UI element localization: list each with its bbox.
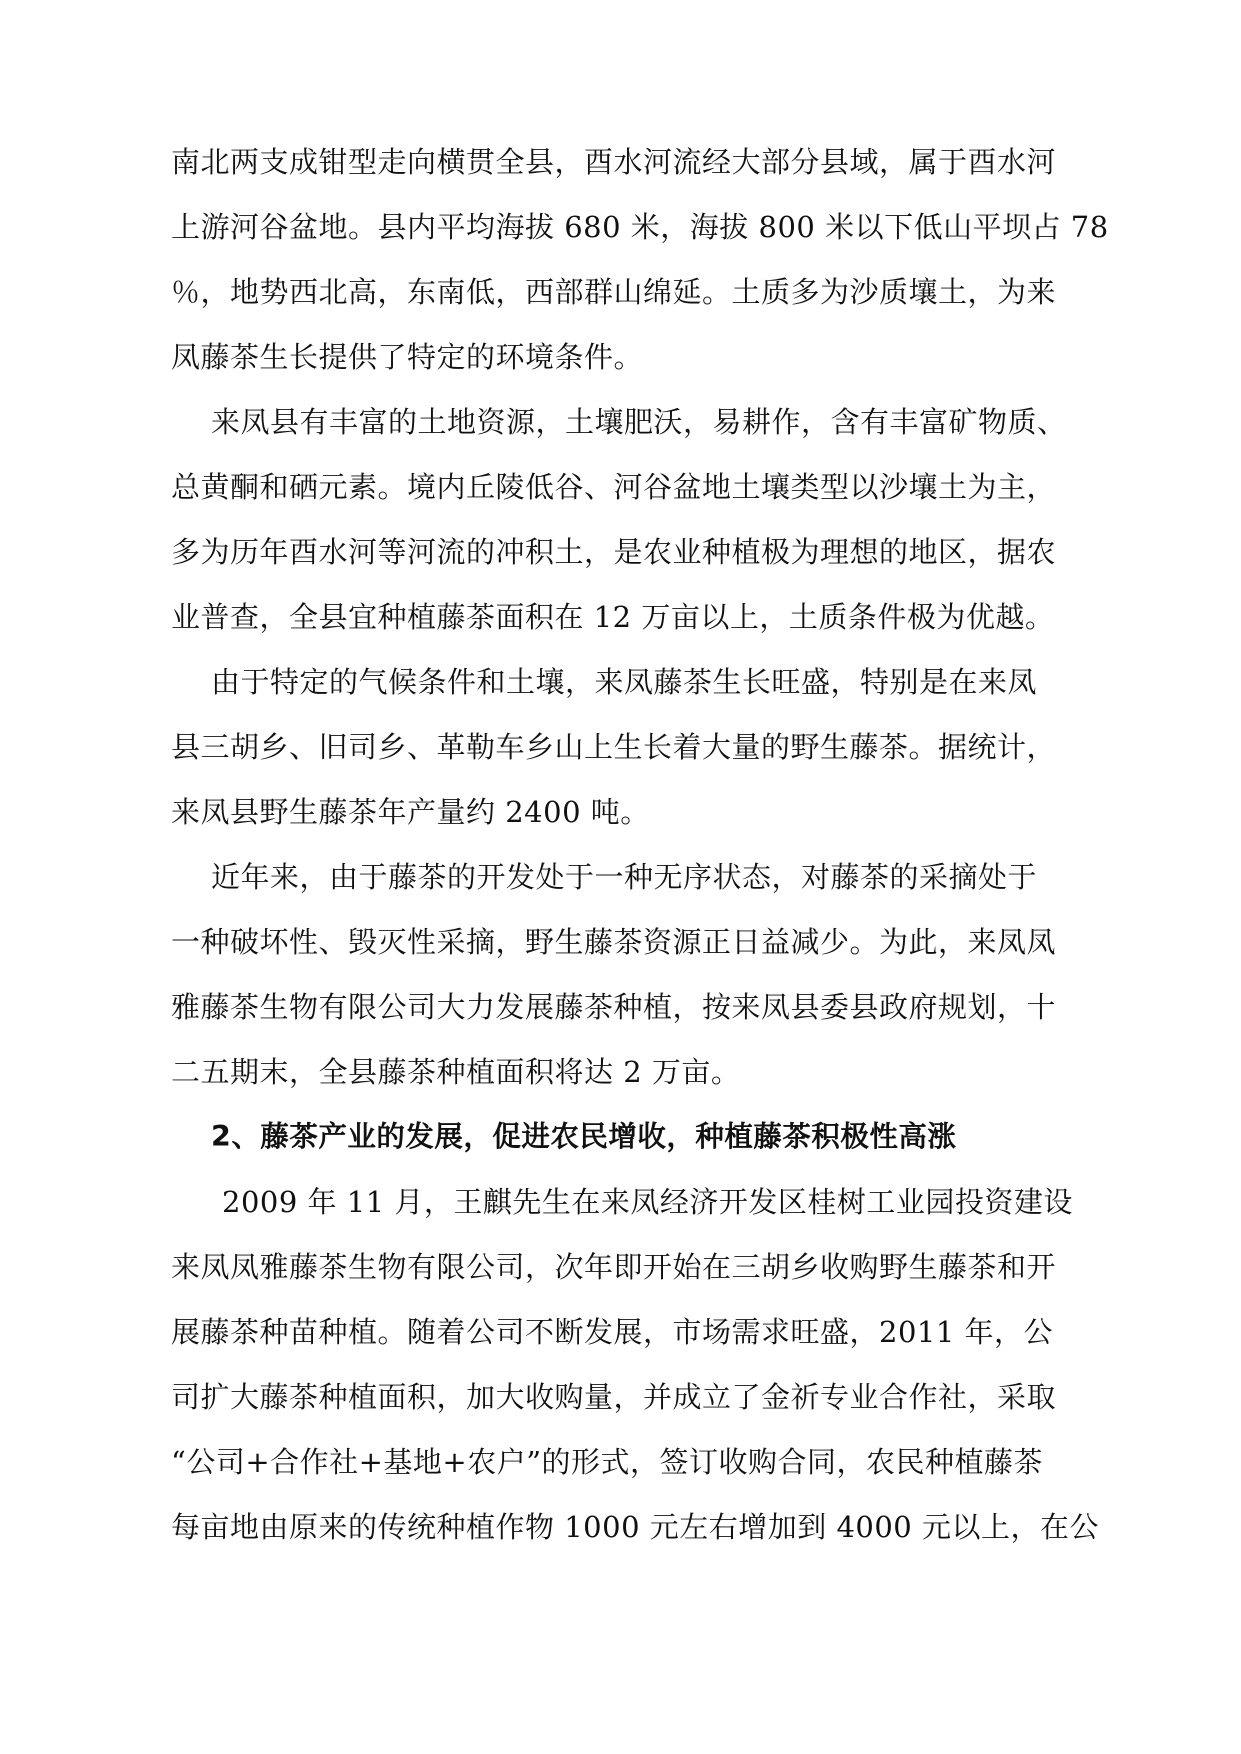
paragraph-1-line-2: 上游河谷盆地。县内平均海拔 680 米，海拔 800 米以下低山平坝占 78 bbox=[171, 210, 1109, 244]
paragraph-1-line-3: ％，地势西北高，东南低，西部群山绵延。土质多为沙质壤土，为来 bbox=[171, 275, 1057, 309]
paragraph-5-line-6: 每亩地由原来的传统种植作物 1000 元左右增加到 4000 元以上，在公 bbox=[171, 1510, 1099, 1544]
paragraph-5-line-4: 司扩大藤茶种植面积，加大收购量，并成立了金祈专业合作社，采取 bbox=[171, 1380, 1057, 1414]
paragraph-5-line-1: 2009 年 11 月，王麒先生在来凤经济开发区桂树工业园投资建设 bbox=[222, 1185, 1073, 1219]
paragraph-3-line-2: 县三胡乡、旧司乡、革勒车乡山上生长着大量的野生藤茶。据统计， bbox=[171, 730, 1057, 764]
paragraph-2-line-1: 来凤县有丰富的土地资源，土壤肥沃，易耕作，含有丰富矿物质、 bbox=[211, 405, 1067, 439]
paragraph-4-line-2: 一种破坏性、毁灭性采摘，野生藤茶资源正日益减少。为此，来凤凤 bbox=[171, 925, 1057, 959]
paragraph-1-line-1: 南北两支成钳型走向横贯全县，酉水河流经大部分县域，属于酉水河 bbox=[171, 145, 1057, 179]
paragraph-5-line-5: “公司+合作社+基地+农户”的形式，签订收购合同，农民种植藤茶 bbox=[171, 1445, 1044, 1479]
paragraph-5-line-3: 展藤茶种苗种植。随着公司不断发展，市场需求旺盛，2011 年，公 bbox=[171, 1315, 1054, 1349]
paragraph-2-line-4: 业普查，全县宜种植藤茶面积在 12 万亩以上，土质条件极为优越。 bbox=[171, 600, 1055, 634]
paragraph-1-line-4: 凤藤茶生长提供了特定的环境条件。 bbox=[171, 340, 644, 374]
paragraph-3-line-1: 由于特定的气候条件和土壤，来凤藤茶生长旺盛，特别是在来凤 bbox=[211, 665, 1038, 699]
section-heading: 2、藤茶产业的发展，促进农民增收，种植藤茶积极性高涨 bbox=[211, 1120, 957, 1153]
paragraph-4-line-1: 近年来，由于藤茶的开发处于一种无序状态，对藤茶的采摘处于 bbox=[211, 860, 1038, 894]
paragraph-2-line-2: 总黄酮和硒元素。境内丘陵低谷、河谷盆地土壤类型以沙壤土为主， bbox=[171, 470, 1057, 504]
paragraph-3-line-3: 来凤县野生藤茶年产量约 2400 吨。 bbox=[171, 795, 650, 829]
paragraph-4-line-3: 雅藤茶生物有限公司大力发展藤茶种植，按来凤县委县政府规划，十 bbox=[171, 990, 1057, 1024]
paragraph-5-line-2: 来凤凤雅藤茶生物有限公司，次年即开始在三胡乡收购野生藤茶和开 bbox=[171, 1250, 1057, 1284]
paragraph-2-line-3: 多为历年酉水河等河流的冲积土，是农业种植极为理想的地区，据农 bbox=[171, 535, 1057, 569]
paragraph-4-line-4: 二五期末，全县藤茶种植面积将达 2 万亩。 bbox=[171, 1055, 741, 1089]
